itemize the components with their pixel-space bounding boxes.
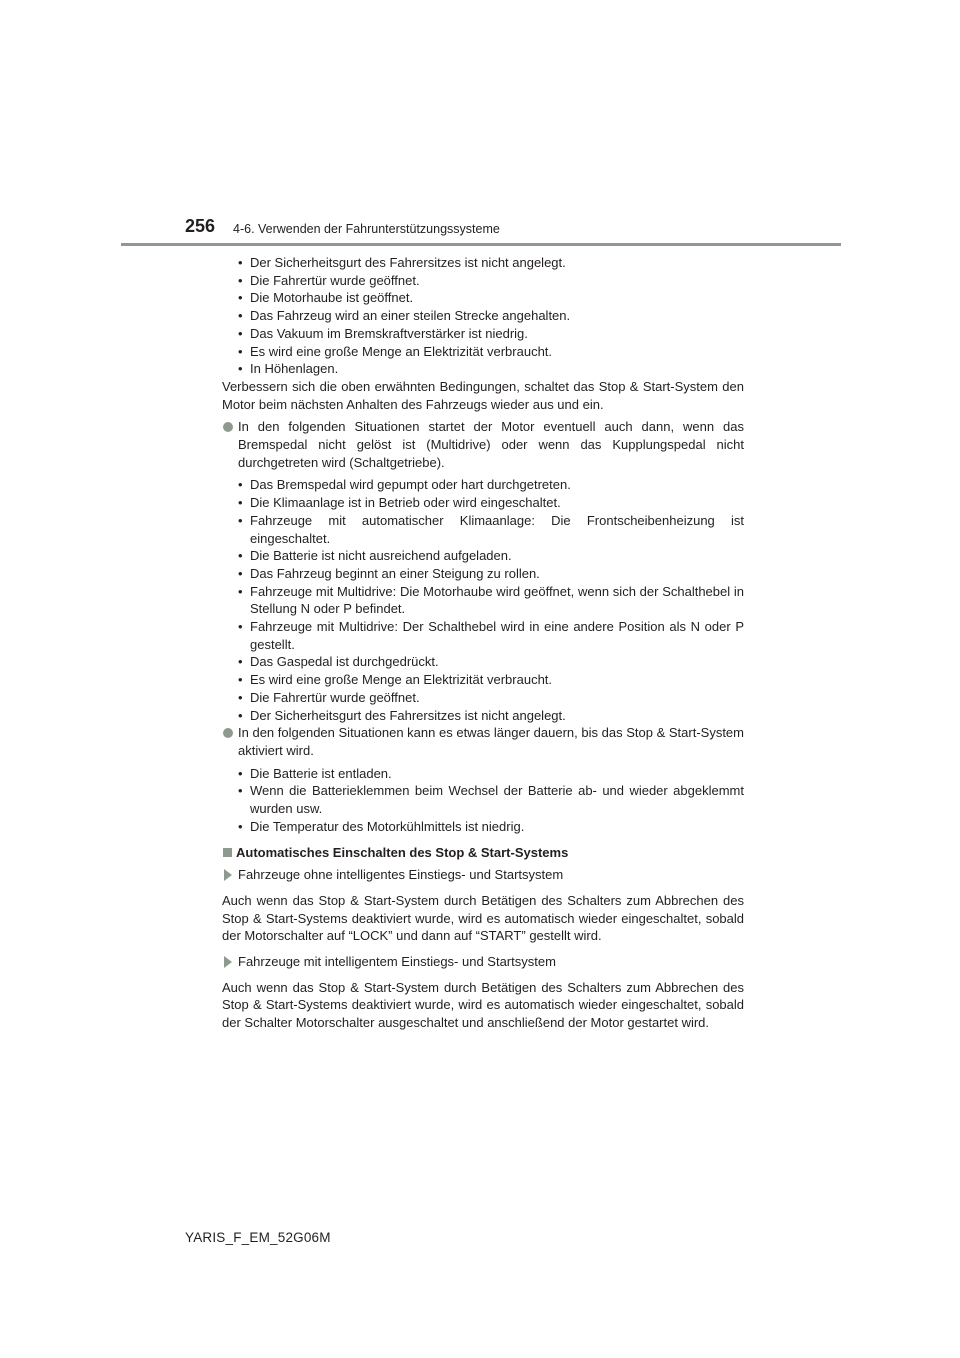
triangle-arrow-icon (224, 869, 232, 881)
list-item: • Die Fahrertür wurde geöffnet. (236, 689, 744, 707)
conditions-list-3 (222, 765, 744, 836)
list-item: • Die Temperatur des Motorkühlmittels ist niedrig. (236, 818, 744, 836)
list-item: • Der Sicherheitsgurt des Fahrersitzes ist nicht angelegt. (236, 707, 744, 725)
note-item (222, 418, 744, 471)
document-code: YARIS_F_EM_52G06M (185, 1230, 331, 1245)
subsection-heading (222, 953, 744, 971)
list-item: • Der Sicherheitsgurt des Fahrersitzes ist nicht angelegt. (236, 254, 744, 272)
list-item: • Die Batterie ist nicht ausreichend aufgeladen. (236, 547, 744, 565)
note-text: In den folgenden Situationen kann es etwas länger dauern, bis das Stop & Start-System aktiviert wird. (238, 725, 744, 758)
subsection-heading (222, 866, 744, 884)
list-item: • Es wird eine große Menge an Elektrizität verbraucht. (236, 671, 744, 689)
list-item: • Das Bremspedal wird gepumpt oder hart durchgetreten. (236, 476, 744, 494)
circle-bullet-icon (223, 422, 233, 432)
triangle-arrow-icon (224, 956, 232, 968)
list-item: • Fahrzeuge mit automatischer Klimaanlage: Die Frontscheibenheizung ist eingeschaltet. (236, 512, 744, 547)
list-item: • Das Fahrzeug beginnt an einer Steigung zu rollen. (236, 565, 744, 583)
paragraph: Auch wenn das Stop & Start-System durch Betätigen des Schalters zum Abbrechen des Stop & Start-Systems deaktiviert wurde, wird es automatisch wieder eingeschaltet, sobald der Motorschalter auf “LOCK” und dann auf “START” gestellt wird. (222, 892, 744, 944)
list-item: • Wenn die Batterieklemmen beim Wechsel der Batterie ab- und wieder abgeklemmt wurden usw. (236, 782, 744, 817)
list-item: • Die Fahrertür wurde geöffnet. (236, 272, 744, 290)
header-divider (121, 243, 841, 246)
list-item: • In Höhenlagen. (236, 360, 744, 378)
circle-bullet-icon (223, 728, 233, 738)
list-item: • Die Batterie ist entladen. (236, 765, 744, 783)
section-heading (222, 844, 744, 862)
section-title: 4-6. Verwenden der Fahrunterstützungssysteme (233, 222, 500, 236)
list-item: • Das Vakuum im Bremskraftverstärker ist niedrig. (236, 325, 744, 343)
list-item: • Das Fahrzeug wird an einer steilen Strecke angehalten. (236, 307, 744, 325)
list-item: • Das Gaspedal ist durchgedrückt. (236, 653, 744, 671)
subsection-heading-text: Fahrzeuge ohne intelligentes Einstiegs- und Startsystem (238, 867, 564, 883)
conditions-list-2 (222, 476, 744, 724)
list-item: • Fahrzeuge mit Multidrive: Die Motorhaube wird geöffnet, wenn sich der Schalthebel in Stellung N oder P befindet. (236, 583, 744, 618)
note-item (222, 724, 744, 759)
section-heading-text: Automatisches Einschalten des Stop & Start-Systems (236, 844, 569, 860)
list-item: • Die Motorhaube ist geöffnet. (236, 289, 744, 307)
page-number: 256 (185, 216, 216, 236)
note-text: In den folgenden Situationen startet der Motor eventuell auch dann, wenn das Bremspedal nicht gelöst ist (Multidrive) oder wenn das Kupplungspedal nicht durchgetreten wird (Schaltgetriebe). (238, 419, 744, 470)
subsection-heading-text: Fahrzeuge mit intelligentem Einstiegs- und Startsystem (238, 954, 556, 970)
conditions-list-1 (222, 254, 744, 378)
paragraph: Verbessern sich die oben erwähnten Bedingungen, schaltet das Stop & Start-System den Motor beim nächsten Anhalten des Fahrzeugs wieder aus und ein. (222, 378, 744, 412)
paragraph: Auch wenn das Stop & Start-System durch Betätigen des Schalters zum Abbrechen des Stop & Start-Systems deaktiviert wurde, wird es automatisch wieder eingeschaltet, sobald der Schalter Motorschalter ausgeschaltet und anschließend der Motor gestartet wird. (222, 979, 744, 1031)
list-item: • Es wird eine große Menge an Elektrizität verbraucht. (236, 343, 744, 361)
page-content (222, 254, 744, 1032)
square-bullet-icon (223, 848, 232, 857)
list-item: • Die Klimaanlage ist in Betrieb oder wird eingeschaltet. (236, 494, 744, 512)
list-item: • Fahrzeuge mit Multidrive: Der Schalthebel wird in eine andere Position als N oder P gestellt. (236, 618, 744, 653)
